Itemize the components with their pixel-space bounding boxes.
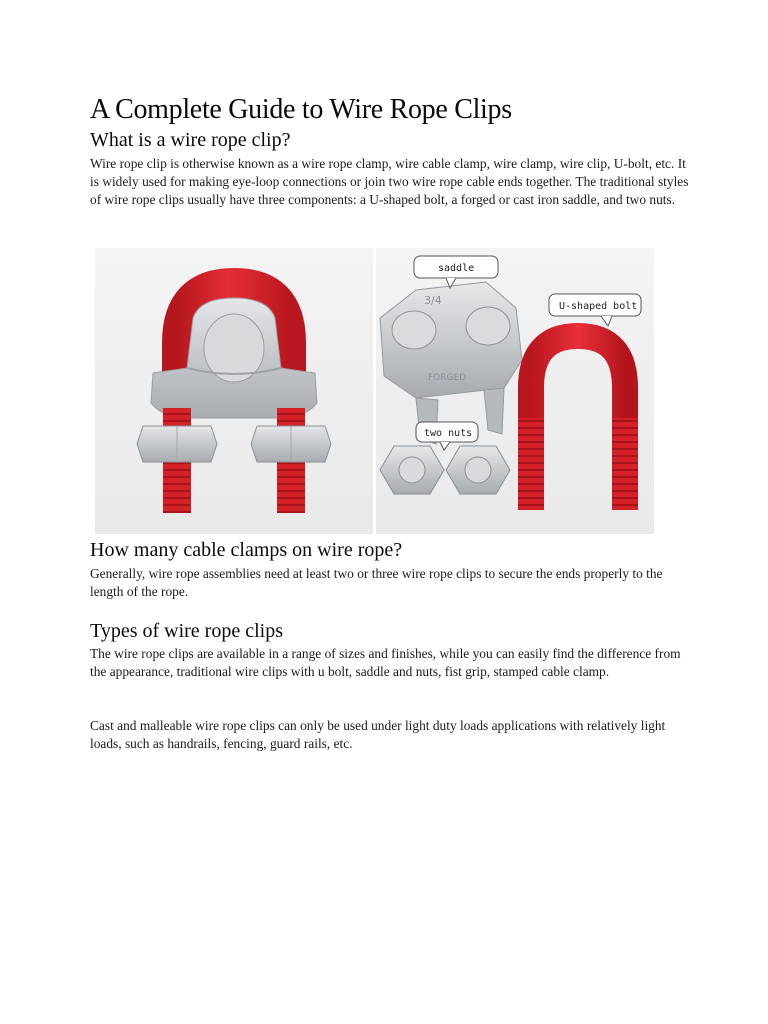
saddle-forged-marking: FORGED (428, 373, 467, 383)
section-heading-types: Types of wire rope clips (90, 620, 283, 642)
section-heading-how-many: How many cable clamps on wire rope? (90, 539, 403, 561)
two-nuts-callout-label: two nuts (424, 428, 473, 439)
section-paragraph-how-many: Generally, wire rope assemblies need at least two or three wire rope clips to secure the ends properly to the length of the rope. (90, 566, 663, 600)
section-paragraph-what-is: Wire rope clip is otherwise known as a wire rope clamp, wire cable clamp, wire clamp, wire clip, U-bolt, etc. It is widely used for making eye-loop connections or join two wire rope cable ends together. The traditional styles of wire rope clips usually have three components: a U-shaped bolt, a forged or cast iron saddle, and two nuts. (90, 156, 689, 208)
disassembled-clip-photo (376, 248, 654, 534)
assembled-clip-illustration (95, 248, 373, 534)
u-bolt-part (518, 336, 638, 510)
page-title: A Complete Guide to Wire Rope Clips (90, 94, 512, 125)
assembled-clip-photo (95, 248, 373, 534)
section-paragraph-types-2: Cast and malleable wire rope clips can only be used under light duty loads applications with relatively light loads, such as handrails, fencing, guard rails, etc. (90, 718, 666, 752)
u-bolt-callout (549, 294, 641, 326)
saddle-size-marking: 3/4 (424, 294, 442, 307)
section-heading-what-is: What is a wire rope clip? (90, 129, 291, 151)
disassembled-clip-illustration (376, 248, 654, 534)
u-bolt-callout-label: U-shaped bolt (559, 301, 638, 312)
saddle-part (380, 282, 522, 444)
saddle-callout-label: saddle (438, 263, 475, 274)
section-paragraph-types-1: The wire rope clips are available in a range of sizes and finishes, while you can easily find the difference from the appearance, traditional wire clips with u bolt, saddle and nuts, fist grip, stamped cable clamp. (90, 646, 681, 680)
two-nuts-part (380, 446, 510, 494)
